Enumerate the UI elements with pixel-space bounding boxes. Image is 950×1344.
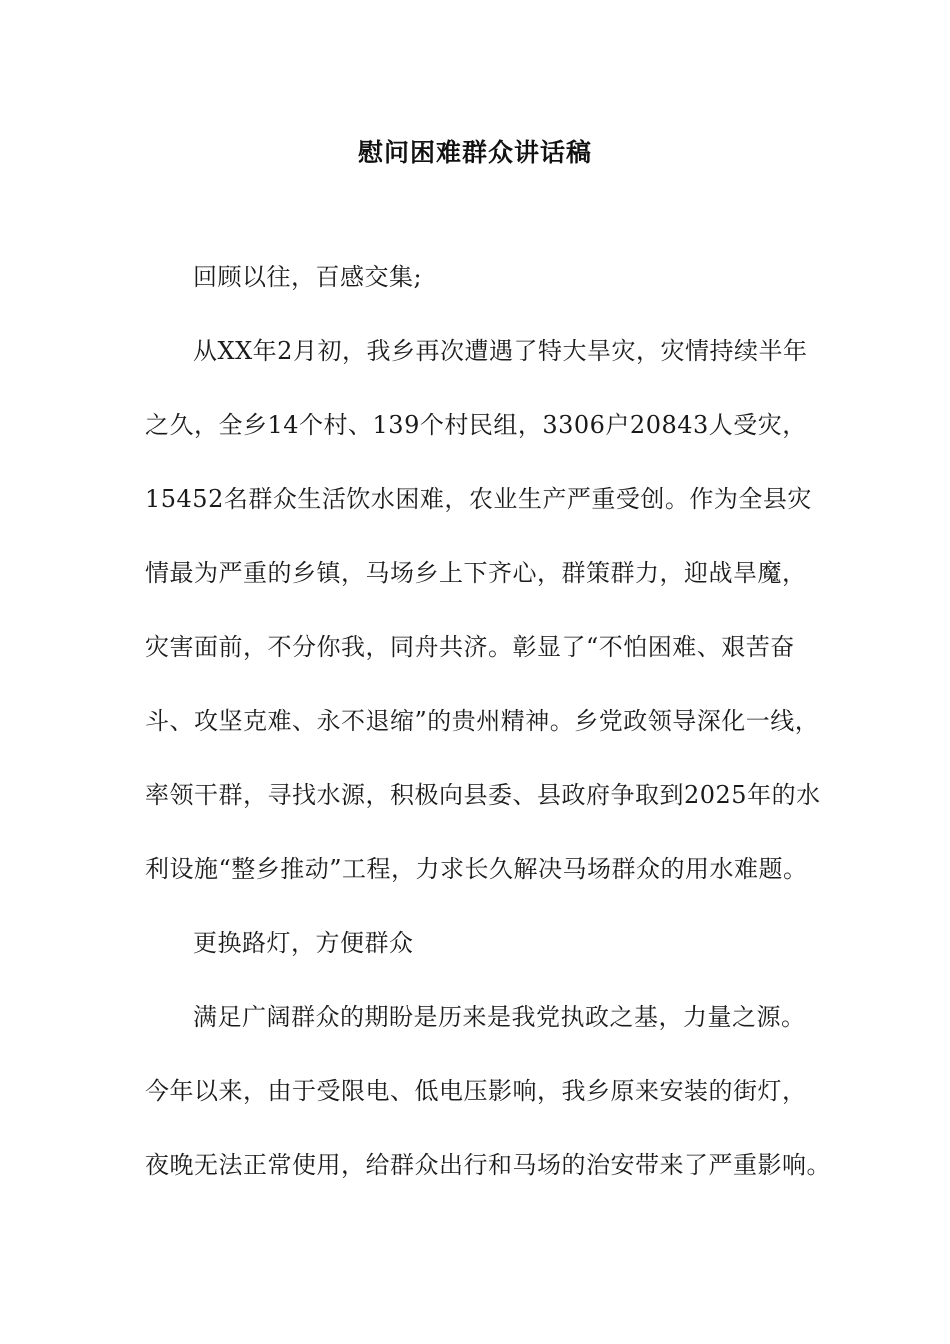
text-line: 斗、攻坚克难、永不退缩”的贵州精神。乡党政领导深化一线， xyxy=(145,707,820,735)
text-line: 率领干群，寻找水源，积极向县委、县政府争取到2025年的水 xyxy=(145,781,821,809)
text-line: 灾害面前，不分你我，同舟共济。彰显了“不怕困难、艰苦奋 xyxy=(145,633,795,661)
text-line: 之久，全乡14个村、139个村民组，3306户20843人受灾， xyxy=(145,411,807,439)
text-line: 今年以来，由于受限电、低电压影响，我乡原来安装的街灯， xyxy=(145,1077,807,1105)
text-line: 利设施“整乡推动”工程，力求长久解决马场群众的用水难题。 xyxy=(145,855,808,883)
text-line: 情最为严重的乡镇，马场乡上下齐心，群策群力，迎战旱魔， xyxy=(145,559,807,587)
text-line: 从XX年2月初，我乡再次遭遇了特大旱灾，灾情持续半年 xyxy=(193,337,808,365)
document-body xyxy=(145,253,835,1215)
text-line: 夜晚无法正常使用，给群众出行和马场的治安带来了严重影响。 xyxy=(145,1151,831,1179)
section-heading: 更换路灯，方便群众 xyxy=(193,929,414,957)
text-line: 满足广阔群众的期盼是历来是我党执政之基，力量之源。 xyxy=(193,1003,806,1031)
text-line: 回顾以往，百感交集; xyxy=(193,263,423,291)
document-title: 慰问困难群众讲话稿 xyxy=(357,138,592,167)
text-line: 15452名群众生活饮水困难，农业生产严重受创。作为全县灾 xyxy=(145,485,812,513)
